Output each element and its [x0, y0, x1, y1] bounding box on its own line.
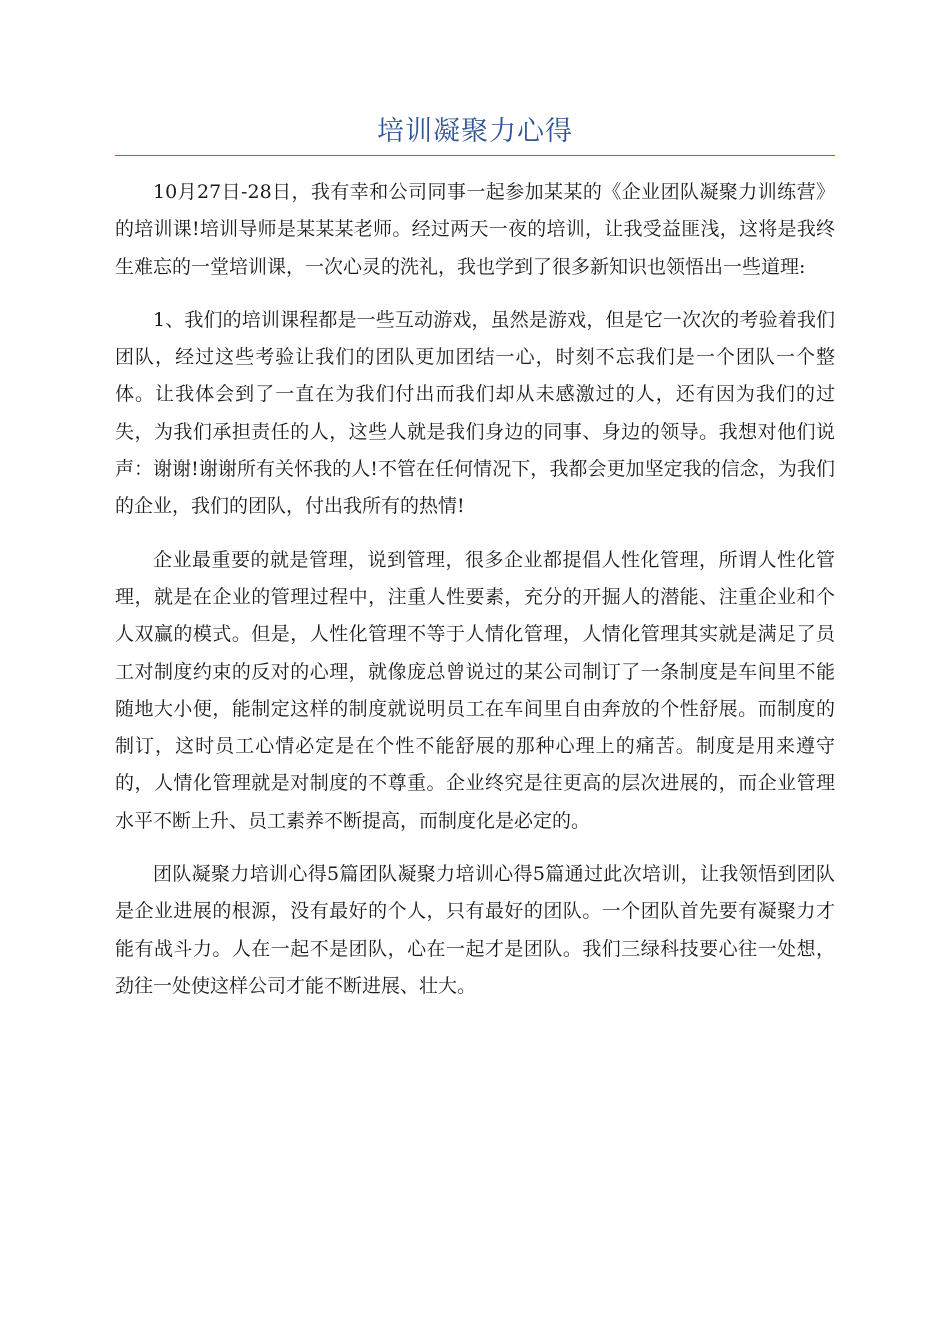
paragraph-intro: 10月27日-28日，我有幸和公司同事一起参加某某的《企业团队凝聚力训练营》的培训课!培训导师是某某某老师。经过两天一夜的培训，让我受益匪浅，这将是我终生难忘的一堂培训课，一次心灵的洗礼，我也学到了很多新知识也领悟出一些道理:	[115, 181, 835, 278]
title-divider	[115, 155, 835, 156]
document-body	[115, 174, 835, 1021]
document-title: 培训凝聚力心得	[377, 116, 573, 147]
paragraph-management: 企业最重要的就是管理，说到管理，很多企业都提倡人性化管理，所谓人性化管理，就是在企业的管理过程中，注重人性要素，充分的开掘人的潜能、注重企业和个人双赢的模式。但是，人性化管理不等于人情化管理，人情化管理其实就是满足了员工对制度约束的反对的心理，就像庞总曾说过的某公司制订了一条制度是车间里不能随地大小便，能制定这样的制度就说明员工在车间里自由奔放的个性舒展。而制度的制订，这时员工心情必定是在个性不能舒展的那种心理上的痛苦。制度是用来遵守的，人情化管理就是对制度的不尊重。企业终究是往更高的层次进展的，而企业管理水平不断上升、员工素养不断提高，而制度化是必定的。	[115, 548, 835, 832]
paragraph-point-1: 1、我们的培训课程都是一些互动游戏，虽然是游戏，但是它一次次的考验着我们团队，经过这些考验让我们的团队更加团结一心，时刻不忘我们是一个团队一个整体。让我体会到了一直在为我们付出而我们却从未感激过的人，还有因为我们的过失，为我们承担责任的人，这些人就是我们身边的同事、身边的领导。我想对他们说声：谢谢!谢谢所有关怀我的人!不管在任何情况下，我都会更加坚定我的信念，为我们的企业，我们的团队，付出我所有的热情!	[115, 308, 835, 518]
paragraph-conclusion: 团队凝聚力培训心得5篇团队凝聚力培训心得5篇通过此次培训，让我领悟到团队是企业进展的根源，没有最好的个人，只有最好的团队。一个团队首先要有凝聚力才能有战斗力。人在一起不是团队，心在一起才是团队。我们三绿科技要心往一处想，劲往一处使这样公司才能不断进展、壮大。	[115, 863, 835, 997]
